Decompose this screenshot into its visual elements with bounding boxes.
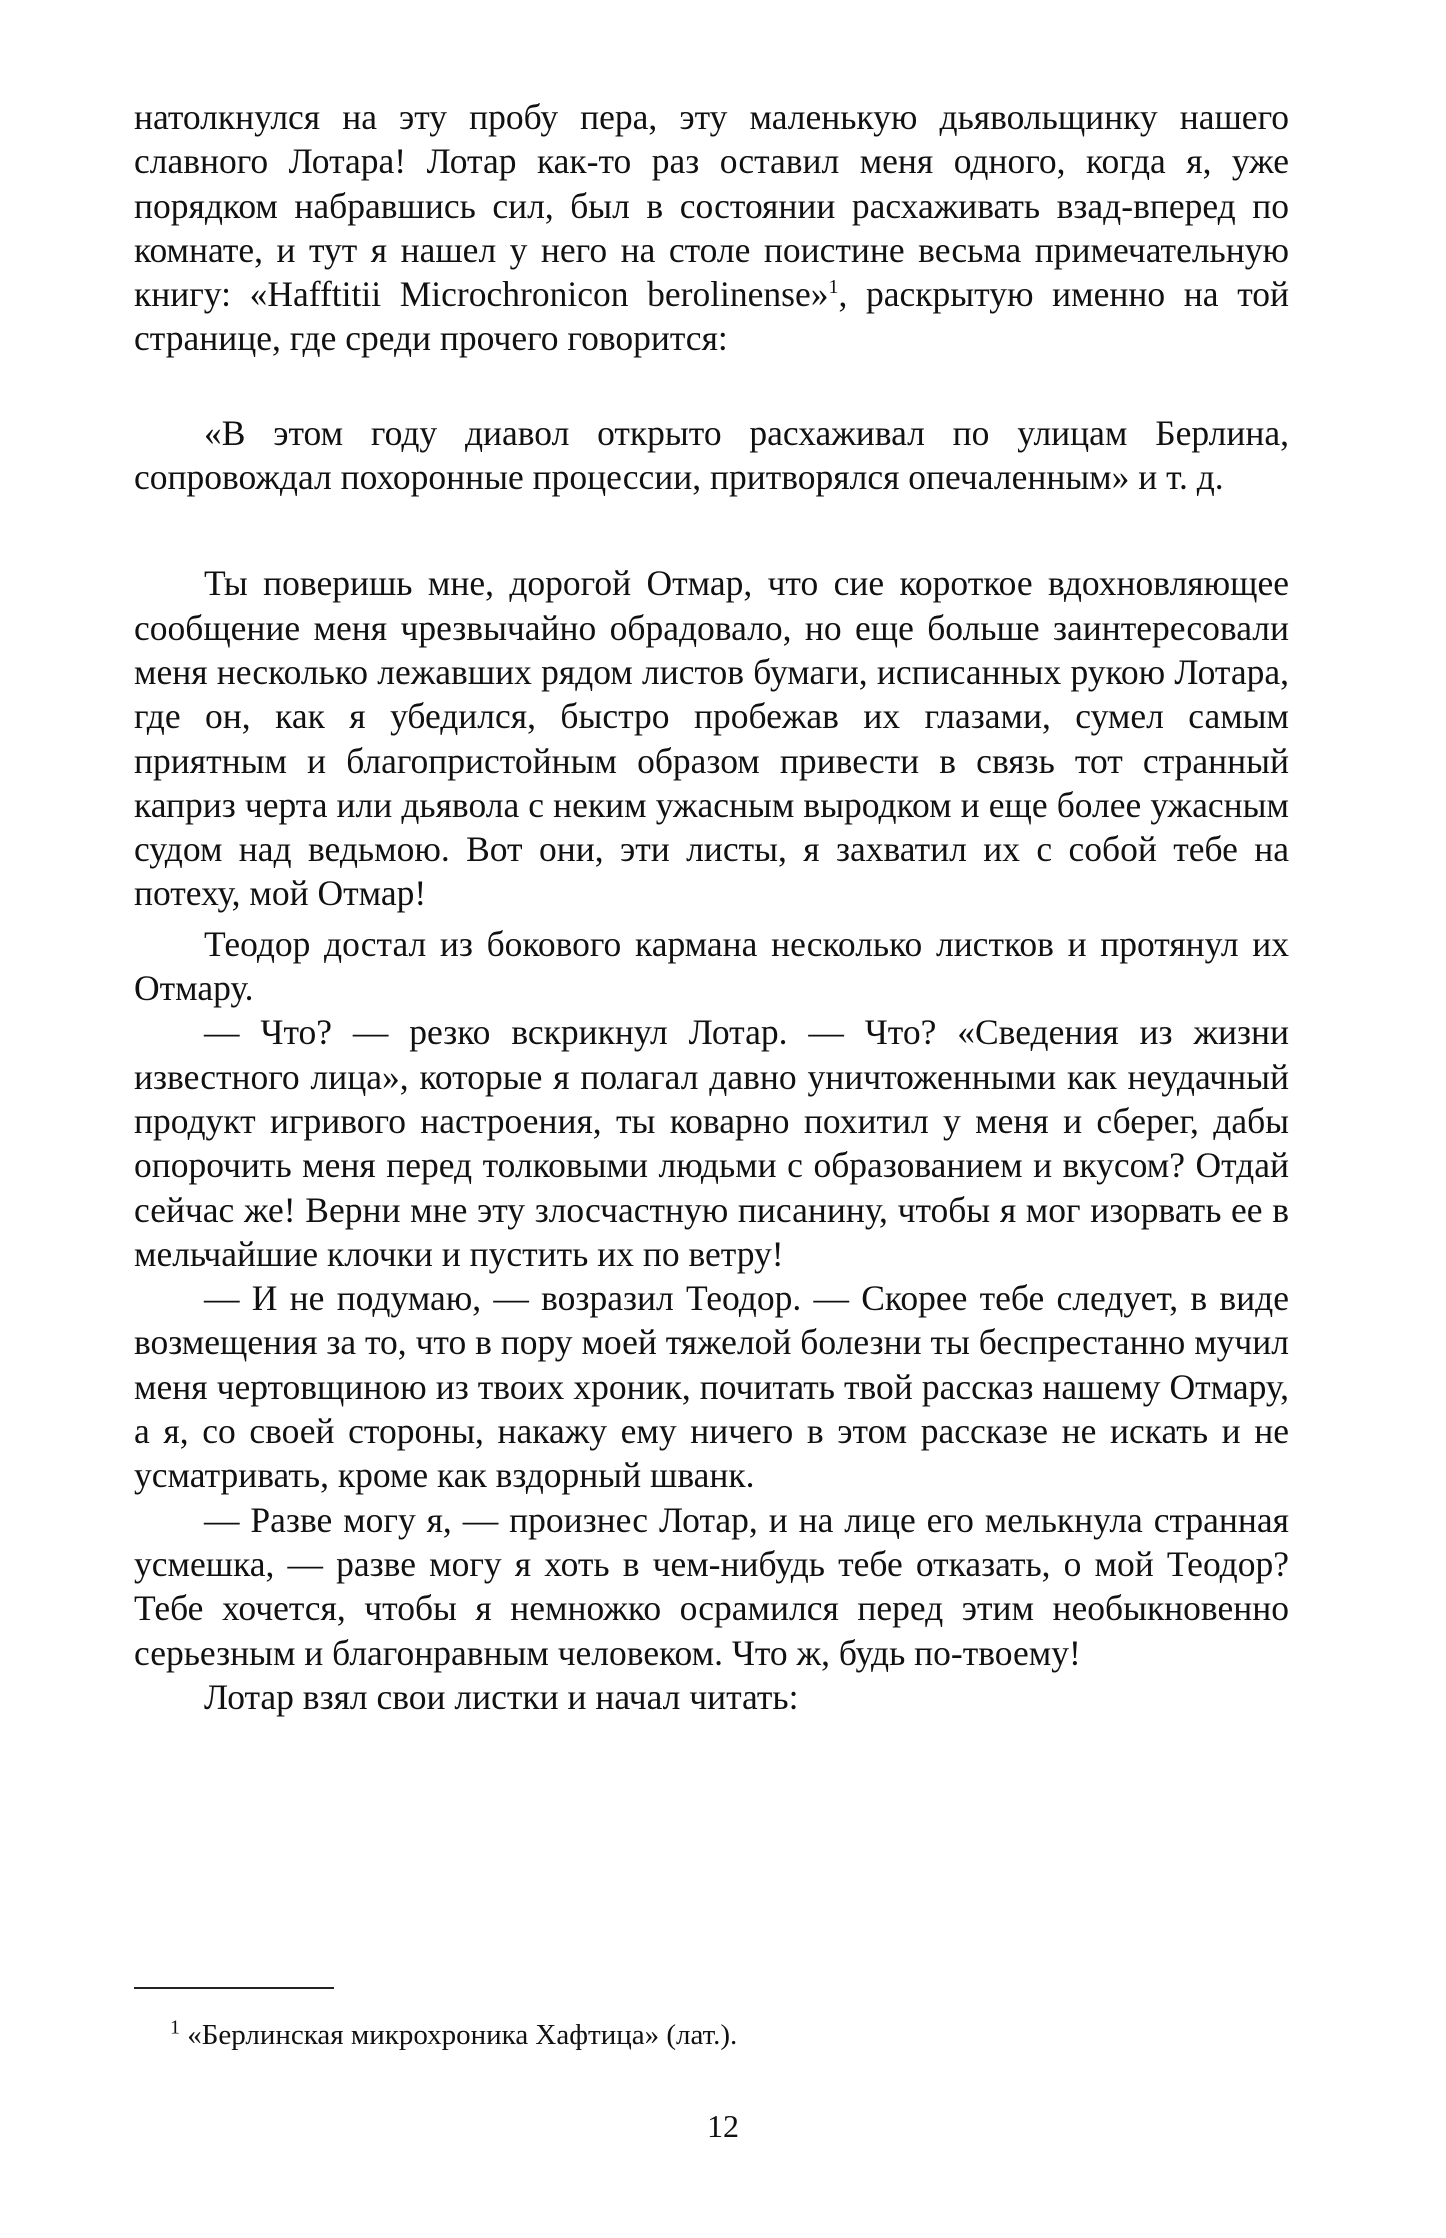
paragraph-1-text: натолкнулся на эту пробу пера, эту маленькую дьявольщинку нашего славного Лотара! Лотар как-то раз оставил меня одного, когда я, уже порядком набравшись сил, был в состоянии расхаживать взад-вперед по комнате, и тут я нашел у него на столе поистине весьма примечательную книгу: «Hafftitii Microchronicon berolinense» [134,97,1289,315]
paragraph-6: — Разве могу я, — произнес Лотар, и на лице его мелькнула странная усмешка, — разве могу я хоть в чем-нибудь тебе отказать, о мой Теодор? Тебе хочется, чтобы я немножко осрамился перед этим необыкновенно серьезным и благонравным человеком. Что ж, будь по-твоему! [134,1499,1289,1673]
paragraph-7: Лотар взял свои листки и начал читать: [204,1676,799,1717]
paragraph-4: — Что? — резко вскрикнул Лотар. — Что? «Сведения из жизни известного лица», которые я полагал давно уничтоженными как неудачный продукт игривого настроения, ты коварно похитил у меня и сберег, дабы опорочить меня перед толковыми людьми с образованием и вкусом? Отдай сейчас же! Верни мне эту злосчастную писанину, чтобы я мог изорвать ее в мельчайшие клочки и пустить их по ветру! [134,1012,1289,1274]
paragraph-3: Теодор достал из бокового кармана несколько листков и протянул их Отмару. [134,923,1289,1009]
footnote [170,2017,737,2053]
page-number: 12 [707,2108,739,2144]
footnote-reference: 1 [828,276,839,299]
main-text [134,95,1289,1719]
spacer [134,361,1289,411]
spacer [134,499,1289,561]
paragraph-2: Ты поверишь мне, дорогой Отмар, что сие короткое вдохновляющее сообщение меня чрезвычайно обрадовало, но еще больше заинтересовали меня несколько лежавших рядом листов бумаги, исписанных рукою Лотара, где он, как я убедился, быстро пробежав их глазами, сумел самым приятным и благопристойным образом привести в связь тот странный каприз черта или дьявола с неким ужасным выродком и еще более ужасным судом над ведьмою. Вот они, эти листы, я захватил их с собой тебе на потеху, мой Отмар! [134,563,1289,914]
paragraph-5: — И не подумаю, — возразил Теодор. — Скорее тебе следует, в виде возмещения за то, что в пору моей тяжелой болезни ты беспрестанно мучил меня чертовщиною из твоих хроник, почитать твой рассказ нашему Отмару, а я, со своей стороны, накажу ему ничего в этом рассказе не искать и не усматривать, кроме как вздорный шванк. [134,1278,1289,1496]
paragraph-1 [134,95,1289,361]
footnote-divider [134,1987,334,1989]
chronicle-quote: «В этом году диавол открыто расхаживал по улицам Берлина, сопровождал похоронные процессии, притворялся опечаленным» и т. д. [134,412,1289,498]
footnote-text: «Берлинская микрохроника Хафтица» (лат.). [187,2019,738,2051]
paragraph-1-end: , раскрытую именно на той странице, где среди прочего говорится: [134,274,1289,359]
footnote-mark: 1 [170,2016,180,2039]
